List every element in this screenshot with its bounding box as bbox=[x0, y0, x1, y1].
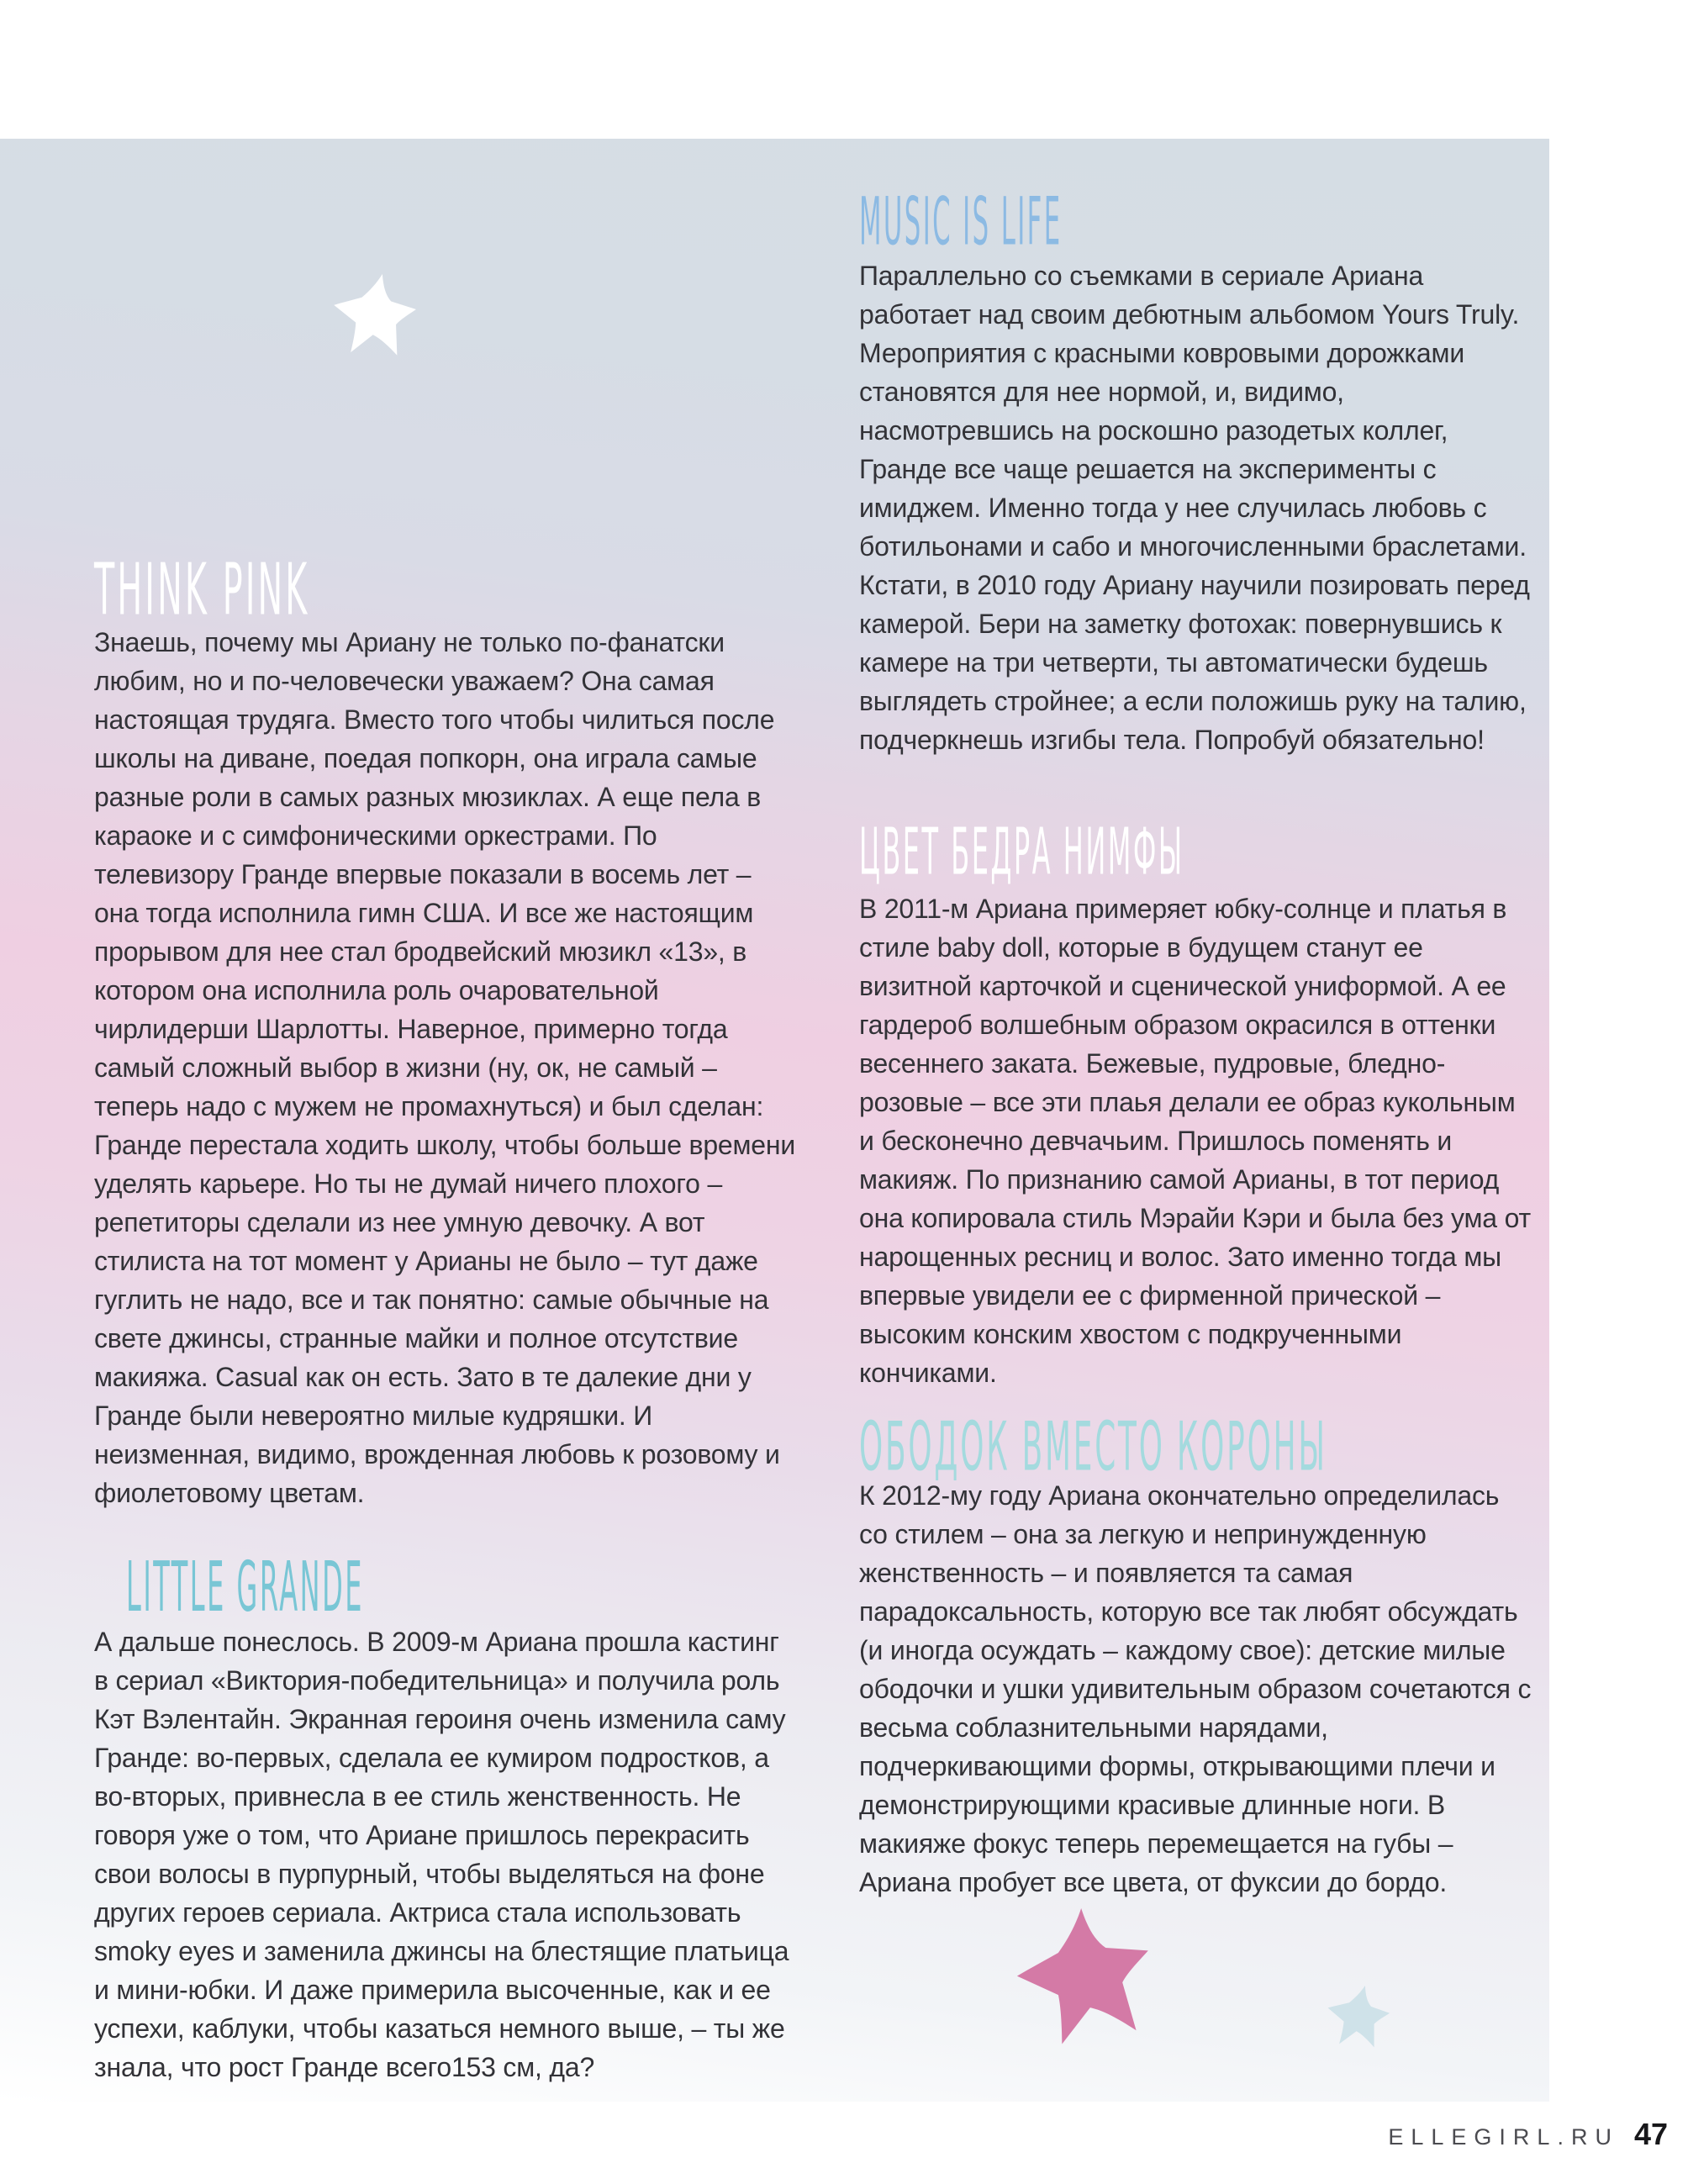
heading-tsvet-bedra-nimfy: ЦВЕТ БЕДРА НИМФЫ bbox=[859, 815, 1184, 890]
heading-obodok-vmesto-korony: ОБОДОК ВМЕСТО КОРОНЫ bbox=[859, 1408, 1327, 1487]
pink-star-icon bbox=[1005, 1895, 1164, 2054]
think-pink-paragraph: Знаешь, почему мы Ариану не только по-фанатски любим, но и по-человечески уважаем? Она самая настоящая трудяга. Вместо того чтобы чилиться после школы на диване, поедая попкорн, она играла самые разные роли в самых разных мюзиклах. А еще пела в караоке и с симфоническими оркестрами. По телевизору Гранде впервые показали в восемь лет – она тогда исполнила гимн США. И все же настоящим прорывом для нее стал бродвейский мюзикл «13», в котором она исполнила роль очаровательной чирлидерши Шарлотты. Наверное, примерно тогда самый сложный выбор в жизни (ну, ок, не самый – теперь надо с мужем не промахнуться) и был сделан: Гранде перестала ходить школу, чтобы больше времени уделять карьере. Но ты не думай ничего плохого – репетиторы сделали из нее умную девочку. А вот стилиста на тот момент у Арианы не было – тут даже гуглить не надо, все и так понятно: самые обычные на свете джинсы, странные майки и полное отсутствие макияжа. Casual как он есть. Зато в те далекие дни у Гранде были невероятно милые кудряшки. И неизменная, видимо, врожденная любовь к розовому и фиолетовому цветам. bbox=[94, 627, 796, 1508]
section-little-grande-heading bbox=[126, 1548, 602, 1628]
heading-think-pink: THINK PINK bbox=[94, 549, 310, 632]
music-is-life-paragraph: Параллельно со съемками в сериале Ариана работает над своим дебютным альбомом Yours Truly. Мероприятия с красными ковровыми дорожками становятся для нее нормой, и, видимо, насмотревшись на роскошно разодетых коллег, Гранде все чаще решается на эксперименты с имиджем. Именно тогда у нее случилась любовь с ботильонами и сабо и многочисленными браслетами. Кстати, в 2010 году Ариану научили позировать перед камерой. Бери на заметку фотохак: повернувшись к камере на три четверти, ты автоматически будешь выглядеть стройнее; а если положишь руку на талию, подчеркнешь изгибы тела. Попробуй обязательно! bbox=[859, 261, 1530, 755]
heading-music-is-life: MUSIC IS LIFE bbox=[859, 184, 1063, 261]
obodok-vmesto-korony-paragraph: К 2012-му году Ариана окончательно определилась со стилем – она за легкую и непринужденную женственность – и появляется та самая парадоксальность, которую все так любят обсуждать (и иногда осуждать – каждому свое): детские милые ободочки и ушки удивительным образом сочетаются с весьма соблазнительными нарядами, подчеркивающими формы, открывающими плечи и демонстрирующими красивые длинные ноги. В макияже фокус теперь перемещается на губы – Ариана пробует все цвета, от фуксии до бордо. bbox=[859, 1480, 1532, 1897]
page-footer bbox=[1388, 2117, 1668, 2152]
section-tsvet-bedra-nimfy-heading bbox=[859, 815, 1532, 890]
tsvet-bedra-nimfy-paragraph: В 2011-м Ариана примеряет юбку-солнце и платья в стиле baby doll, которые в будущем станут ее визитной карточкой и сценической униформой. А ее гардероб волшебным образом окрасился в оттенки весеннего заката. Бежевые, пудровые, бледно-розовые – все эти плаья делали ее образ кукольным и бесконечно девчачьим. Пришлось поменять и макияж. По признанию самой Арианы, в тот период она копировала стиль Мэрайи Кэри и была без ума от нарощенных ресниц и волос. Зато именно тогда мы впервые увидели ее с фирменной прической – высоким конским хвостом с подкрученными кончиками. bbox=[859, 894, 1531, 1388]
heading-little-grande: LITTLE GRANDE bbox=[126, 1548, 364, 1628]
footer-site-label: ELLEGIRL.RU bbox=[1388, 2124, 1619, 2150]
white-star-shape bbox=[328, 268, 420, 361]
blue-star-shape bbox=[1322, 1980, 1394, 2051]
pink-star-shape bbox=[1010, 1902, 1157, 2048]
footer-page-number: 47 bbox=[1633, 2117, 1668, 2151]
little-grande-paragraph: А дальше понеслось. В 2009-м Ариана прошла кастинг в сериал «Виктория-победительница» и получила роль Кэт Вэлентайн. Экранная героиня очень изменила саму Гранде: во-первых, сделала ее кумиром подростков, а во-вторых, привнесла в ее стиль женственность. Не говоря уже о том, что Ариане пришлось перекрасить свои волосы в пурпурный, чтобы выделяться на фоне других героев сериала. Актриса стала использовать smoky eyes и заменила джинсы на блестящие платьица и мини-юбки. И даже примерила высоченные, как и ее успехи, каблуки, чтобы казаться немного выше, – ты же знала, что рост Гранде всего153 см, да? bbox=[94, 1627, 789, 2082]
section-think-pink-heading bbox=[94, 549, 799, 632]
white-star-icon bbox=[324, 261, 426, 367]
blue-star-icon bbox=[1320, 1977, 1398, 2055]
section-obodok-vmesto-korony-heading bbox=[859, 1408, 1532, 1487]
section-music-is-life-heading bbox=[859, 184, 1532, 261]
